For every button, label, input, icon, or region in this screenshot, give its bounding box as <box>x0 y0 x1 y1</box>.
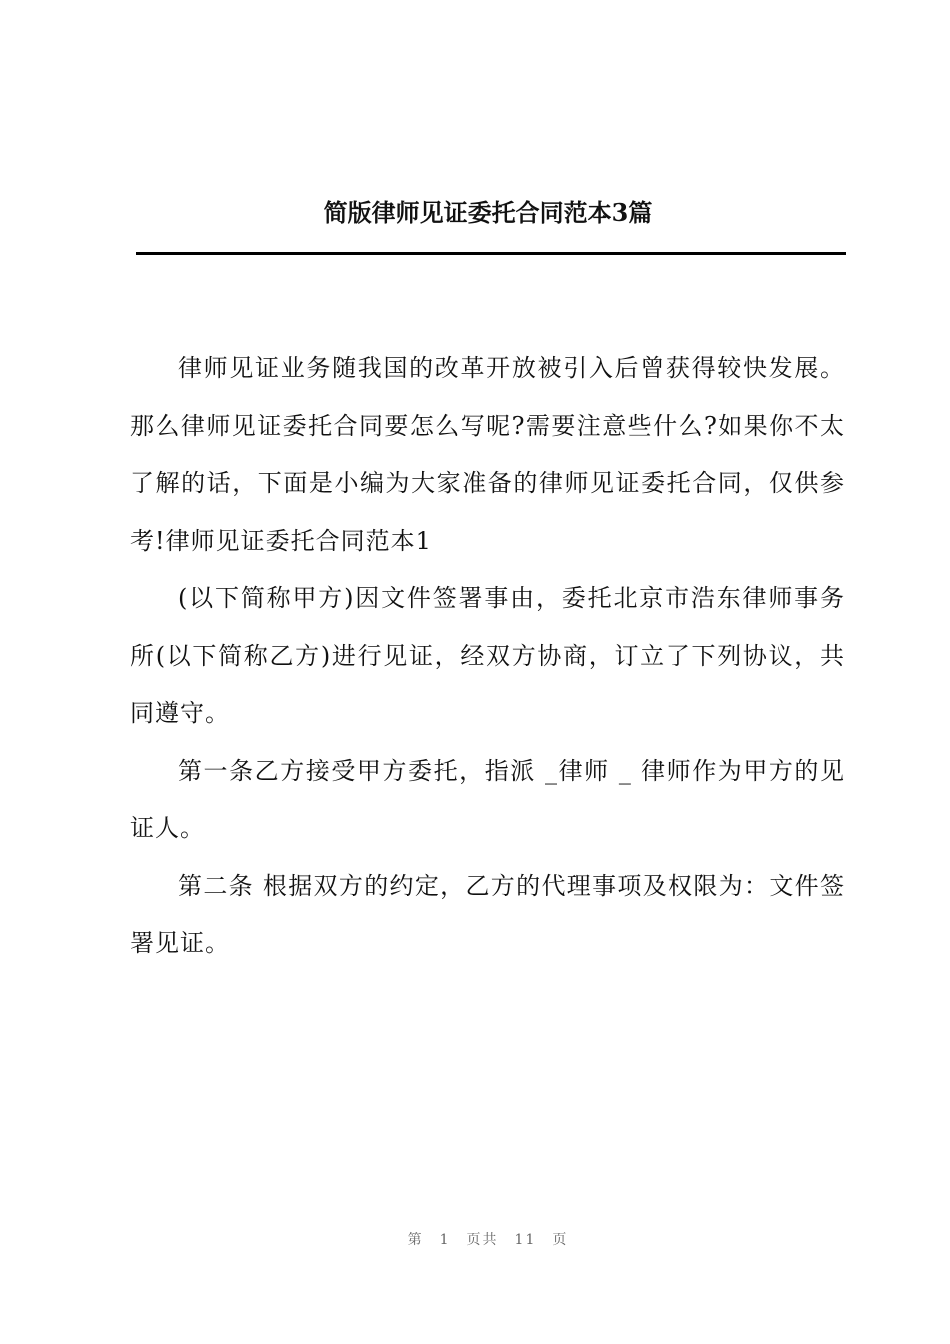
footer-prefix: 第 <box>407 1232 424 1248</box>
title-divider <box>136 252 846 255</box>
footer-page-number: 1 <box>439 1232 451 1248</box>
footer-middle: 页共 <box>466 1232 499 1248</box>
page-footer <box>0 1230 950 1250</box>
document-title: 简版律师见证委托合同范本3篇 <box>323 198 653 227</box>
document-body <box>130 340 845 973</box>
footer-suffix: 页 <box>552 1232 569 1248</box>
paragraph-intro: 律师见证业务随我国的改革开放被引入后曾获得较快发展。那么律师见证委托合同要怎么写呢?需要注意些什么?如果你不太了解的话，下面是小编为大家准备的律师见证委托合同，仅供参考!律师见证委托合同范本1 <box>130 354 845 555</box>
paragraph-party-a: (以下简称甲方)因文件签署事由，委托北京市浩东律师事务所(以下简称乙方)进行见证，经双方协商，订立了下列协议，共同遵守。 <box>130 584 845 727</box>
paragraph-article-2: 第二条 根据双方的约定，乙方的代理事项及权限为：文件签署见证。 <box>130 871 845 957</box>
paragraph-article-1: 第一条乙方接受甲方委托，指派 _律师 _ 律师作为甲方的见证人。 <box>130 756 845 842</box>
footer-total-pages: 11 <box>514 1232 537 1248</box>
